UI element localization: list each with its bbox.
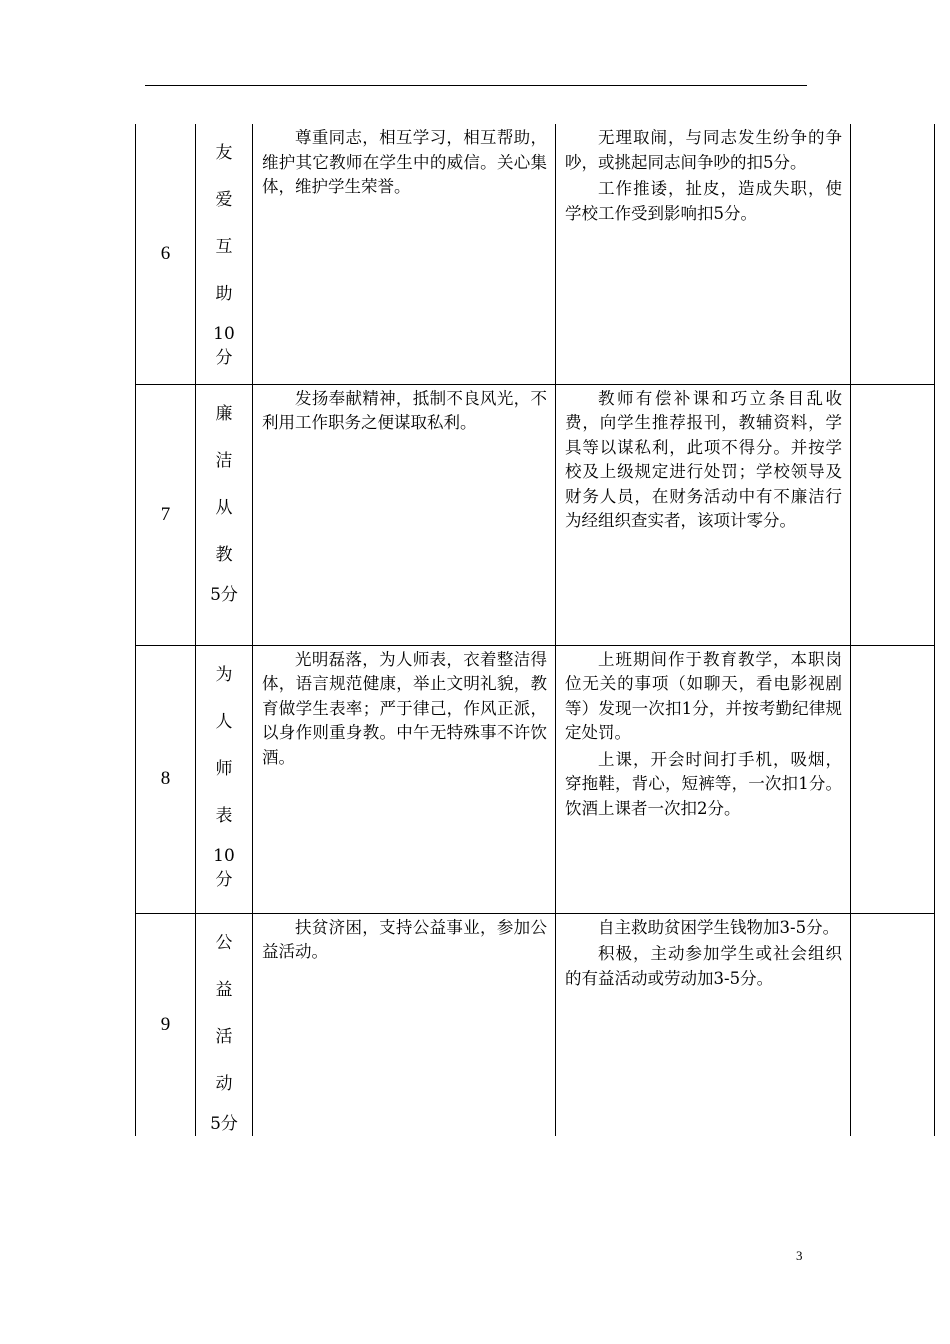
item-char: 互 xyxy=(215,237,233,257)
deduction-cell xyxy=(556,645,851,913)
deduction-cell xyxy=(556,124,851,384)
item-char: 教 xyxy=(215,544,233,565)
deduction-text: 工作推诿，扯皮，造成失职，使学校工作受到影响扣5分。 xyxy=(565,179,842,223)
deduction-text: 上课，开会时间打手机，吸烟，穿拖鞋，背心，短裤等，一次扣1分。饮酒上课者一次扣2分。 xyxy=(565,749,842,818)
item-char: 为 xyxy=(215,664,233,685)
header-rule xyxy=(145,85,807,86)
row-number: 6 xyxy=(136,124,196,384)
deduction-cell xyxy=(556,384,851,645)
item-points: 5分 xyxy=(210,1113,238,1134)
item-char: 人 xyxy=(215,711,233,732)
item-char: 从 xyxy=(215,497,233,518)
item-char: 师 xyxy=(215,758,233,779)
standard-cell xyxy=(253,384,556,645)
table-row xyxy=(136,913,935,1136)
standard-cell xyxy=(253,913,556,1136)
score-cell xyxy=(851,384,935,645)
standard-text: 发扬奉献精神，抵制不良风光，不利用工作职务之便谋取私利。 xyxy=(262,388,547,432)
item-char: 公 xyxy=(215,932,233,953)
row-number: 7 xyxy=(136,384,196,645)
item-char: 益 xyxy=(215,979,233,1000)
page-number: 3 xyxy=(796,1248,803,1263)
item-char: 洁 xyxy=(215,450,233,471)
deduction-text: 上班期间作于教育教学，本职岗位无关的事项（如聊天，看电影视剧等）发现一次扣1分，并按考勤纪律规定处罚。 xyxy=(565,649,842,742)
standard-text: 扶贫济困，支持公益事业，参加公益活动。 xyxy=(262,917,547,961)
score-cell xyxy=(851,645,935,913)
table-row xyxy=(136,645,935,913)
deduction-text: 积极，主动参加学生或社会组织的有益活动或劳动加3-5分。 xyxy=(565,944,842,988)
standard-text: 尊重同志，相互学习，相互帮助，维护其它教师在学生中的威信。关心集体，维护学生荣誉。 xyxy=(262,128,547,196)
standard-cell xyxy=(253,124,556,384)
row-number: 8 xyxy=(136,645,196,913)
item-points: 10 分 xyxy=(213,324,235,368)
deduction-text: 无理取闹，与同志发生纷争的争吵，或挑起同志间争吵的扣5分。 xyxy=(565,128,842,172)
standard-cell xyxy=(253,645,556,913)
deduction-cell xyxy=(556,913,851,1136)
item-char: 活 xyxy=(215,1026,233,1047)
item-char: 爱 xyxy=(215,190,233,210)
item-name-cell xyxy=(196,124,253,384)
deduction-text: 教师有偿补课和巧立条目乱收费，向学生推荐报刊，教辅资料，学具等以谋私利，此项不得分。并按学校及上级规定进行处罚；学校领导及财务人员，在财务活动中有不廉洁行为经组织查实者，该项计零分。 xyxy=(565,388,842,530)
table-row xyxy=(136,124,935,384)
standard-text: 光明磊落，为人师表，衣着整洁得体，语言规范健康，举止文明礼貌，教育做学生表率；严于律己，作风正派，以身作则重身教。中午无特殊事不许饮酒。 xyxy=(262,649,547,767)
item-points: 5分 xyxy=(210,584,238,605)
item-char: 助 xyxy=(215,284,233,304)
item-name-cell xyxy=(196,645,253,913)
score-cell xyxy=(851,124,935,384)
score-cell xyxy=(851,913,935,1136)
item-char: 动 xyxy=(215,1073,233,1094)
evaluation-table xyxy=(135,124,935,1136)
item-char: 表 xyxy=(215,805,233,826)
item-name-cell xyxy=(196,913,253,1136)
table-row xyxy=(136,384,935,645)
deduction-text: 自主救助贫困学生钱物加3-5分。 xyxy=(598,917,840,937)
row-number: 9 xyxy=(136,913,196,1136)
item-char: 友 xyxy=(215,143,233,163)
item-name-cell xyxy=(196,384,253,645)
item-points: 10 分 xyxy=(213,845,235,890)
item-char: 廉 xyxy=(215,403,233,424)
